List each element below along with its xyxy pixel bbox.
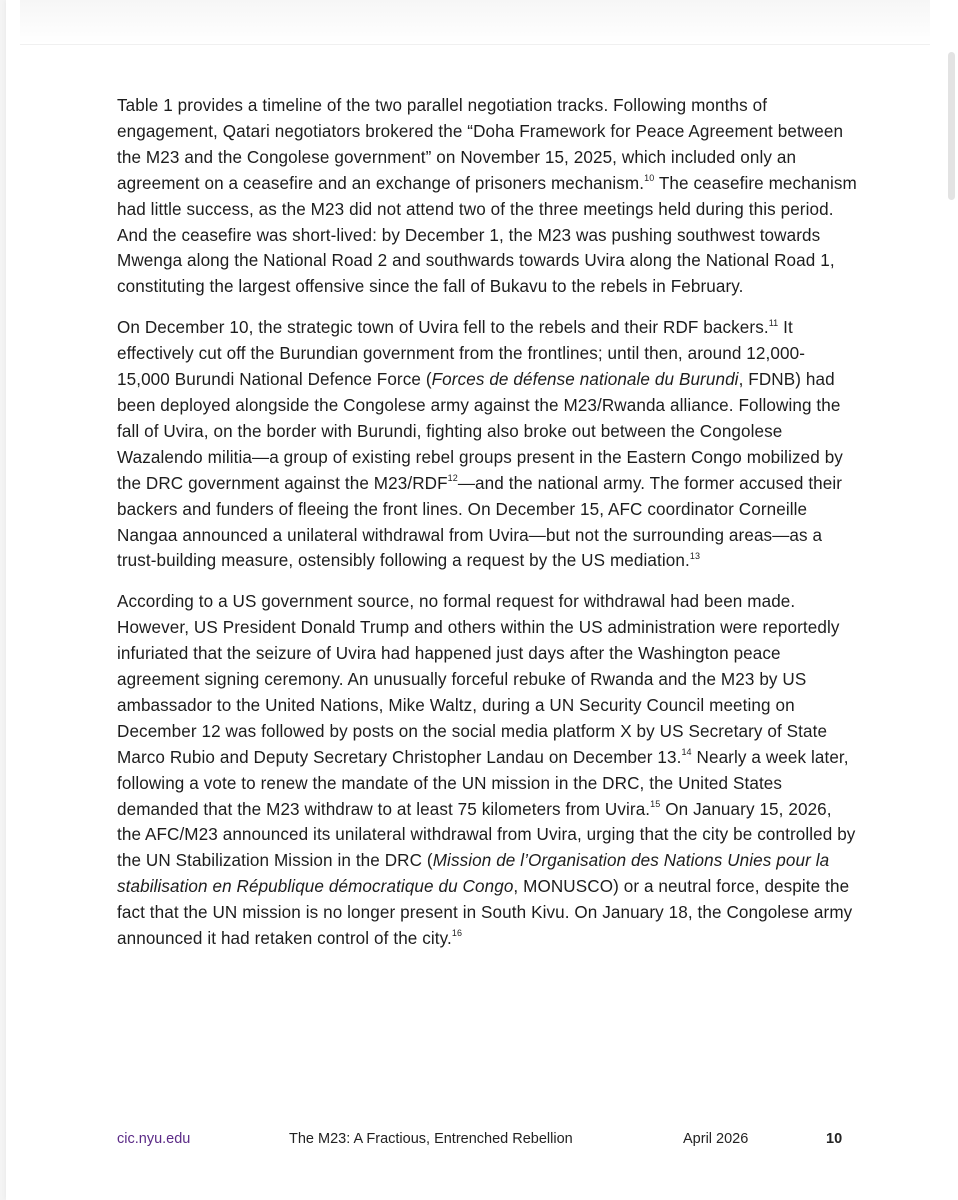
scrollbar[interactable] xyxy=(944,0,958,1200)
text-run: Nearly a week later, following a vote to renew the mandate of the UN mission in the DRC, the United States demanded that the M23 withdraw to at least 75 kilometers from Uvira. xyxy=(117,747,849,819)
text-run: —and the national army. The former accused their backers and funders of fleeing the front lines. On December 15, AFC coordinator Corneille Nangaa announced a unilateral withdrawal from Uvira—but not the surrounding areas—as a trust-building measure, ostensibly following a request by the US mediation. xyxy=(117,473,843,571)
footnote-ref[interactable]: 14 xyxy=(681,747,692,758)
paragraph-3 xyxy=(117,589,857,952)
text-run: Table 1 provides a timeline of the two parallel negotiation tracks. Following months of engagement, Qatari negotiators brokered the “Doha Framework for Peace Agreement between the M23 and the Congolese government” on November 15, 2025, which included only an agreement on a ceasefire and an exchange of prisoners mechanism. xyxy=(117,96,844,193)
document-page xyxy=(6,0,950,1200)
page-footer xyxy=(117,1131,844,1153)
text-run: It effectively cut off the Burundian government from the frontlines; until then, around 12,000-15,000 Burundi National Defence Force ( xyxy=(117,318,805,390)
footer-date: April 2026 xyxy=(683,1131,749,1147)
text-run: , FDNB) had been deployed alongside the Congolese army against the M23/Rwanda alliance. Following the fall of Uvira, on the border with Burundi, fighting also broke out between the Congolese Wazalendo militia—a group of existing rebel groups present in the Eastern Congo mobilized by the DRC government against the M23/RDF xyxy=(117,370,843,493)
article-body xyxy=(117,93,857,967)
footnote-ref[interactable]: 15 xyxy=(650,798,661,809)
footnote-ref[interactable]: 16 xyxy=(451,928,463,939)
italic-text: Mission de l’Organisation des Nations Unies pour la stabilisation en République démocratique du Congo xyxy=(117,851,830,897)
italic-text: Forces de défense nationale du Burundi xyxy=(431,370,739,390)
scrollbar-thumb[interactable] xyxy=(948,52,955,200)
footnote-ref[interactable]: 11 xyxy=(768,317,779,328)
text-run: On December 10, the strategic town of Uvira fell to the rebels and their RDF backers. xyxy=(117,318,769,338)
top-bar xyxy=(20,0,930,45)
page-number: 10 xyxy=(826,1131,843,1147)
footer-report-title: The M23: A Fractious, Entrenched Rebellion xyxy=(289,1131,573,1147)
text-run: The ceasefire mechanism had little success, as the M23 did not attend two of the three meetings held during this period. And the ceasefire was short-lived: by December 1, the M23 was pushing southwest towards Mwenga along the National Road 2 and southwards towards Uvira along the National Road 1, constituting the largest offensive since the fall of Bukavu to the rebels in February. xyxy=(117,173,857,297)
text-run: According to a US government source, no formal request for withdrawal had been made. However, US President Donald Trump and others within the US administration were reportedly infuriated that the seizure of Uvira had happened just days after the Washington peace agreement signing ceremony. An unusually forceful rebuke of Rwanda and the M23 by US ambassador to the United Nations, Mike Waltz, during a UN Security Council meeting on December 12 was followed by posts on the social media platform X by US Secretary of State Marco Rubio and Deputy Secretary Christopher Landau on December 13. xyxy=(117,592,840,767)
footnote-ref[interactable]: 12 xyxy=(447,473,458,483)
footer-site-link[interactable]: cic.nyu.edu xyxy=(117,1131,191,1147)
text-run: , MONUSCO) or a neutral force, despite the fact that the UN mission is no longer present in South Kivu. On January 18, the Congolese army announced it had retaken control of the city. xyxy=(117,877,853,949)
paragraph-1 xyxy=(117,93,857,300)
footnote-ref[interactable]: 13 xyxy=(689,550,701,561)
paragraph-2 xyxy=(117,315,857,574)
footnote-ref[interactable]: 10 xyxy=(644,173,655,184)
text-run: On January 15, 2026, the AFC/M23 announced its unilateral withdrawal from Uvira, urging that the city be controlled by the UN Stabilization Mission in the DRC ( xyxy=(117,799,856,871)
